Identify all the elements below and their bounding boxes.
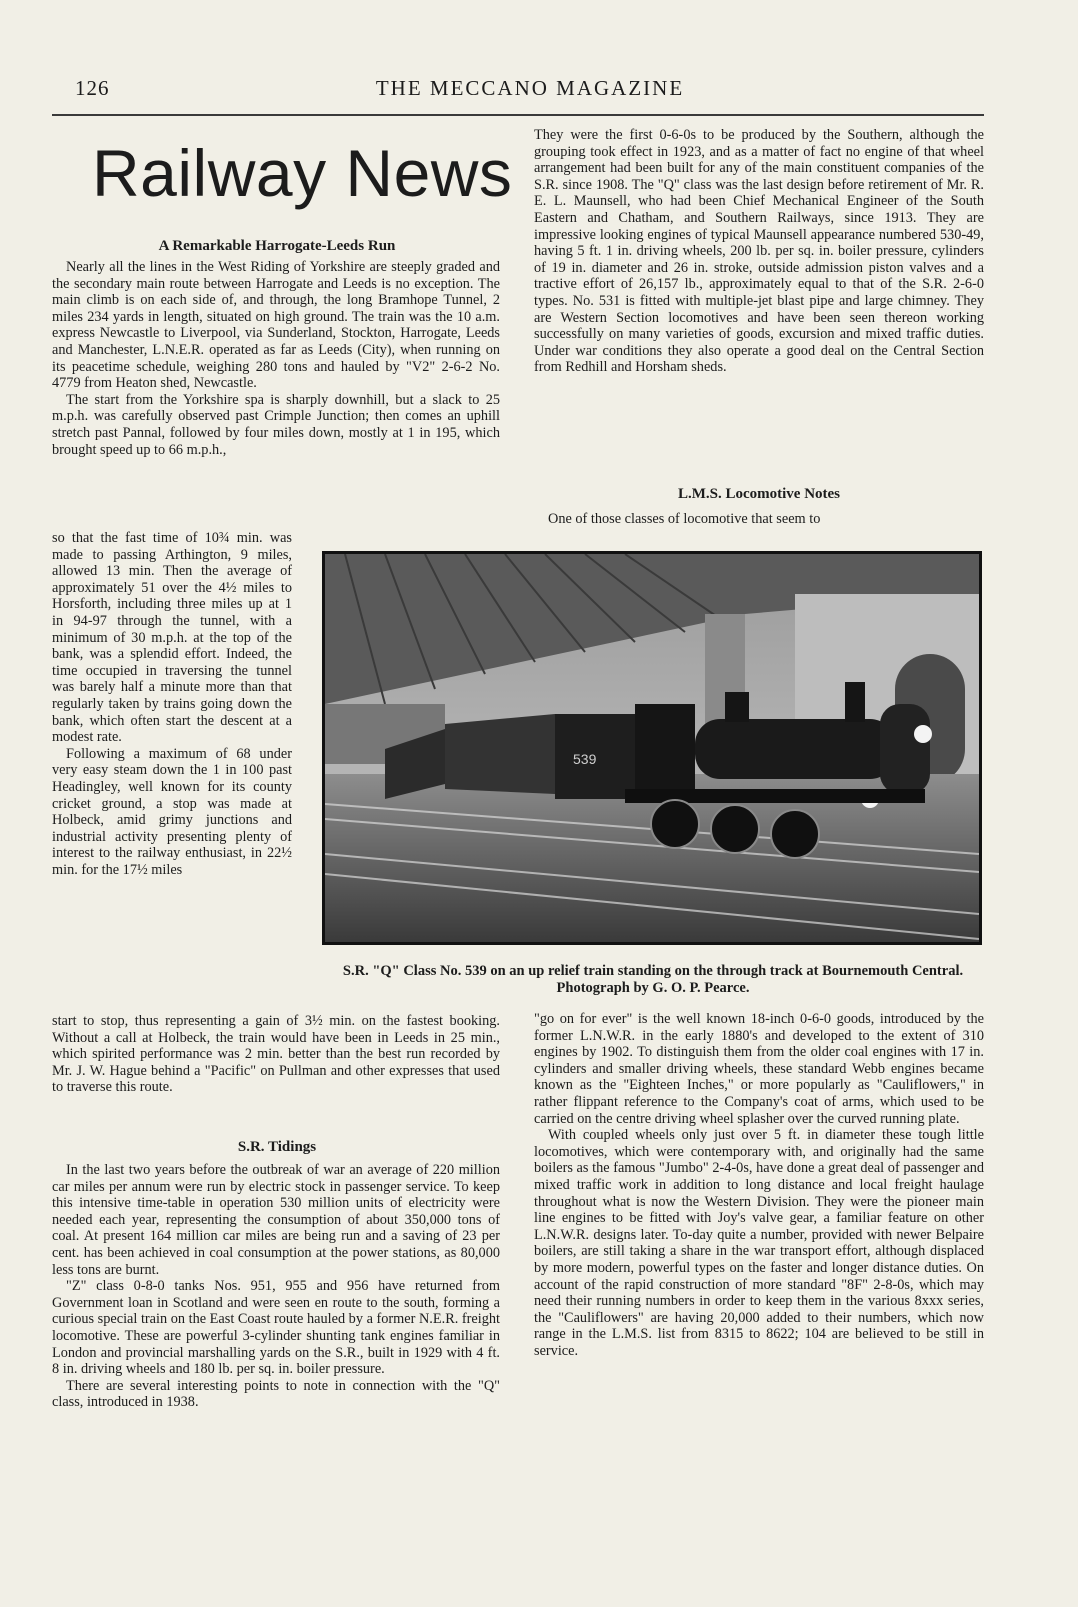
harrogate-text-end	[52, 1013, 500, 1096]
lms-text	[534, 1011, 984, 1359]
cab-number: 539	[573, 751, 597, 767]
header-rule	[52, 114, 984, 116]
lms-paragraph-2: With coupled wheels only just over 5 ft. in diameter these tough little locomotives, which were contemporary with, and originally had the same boilers as the famous "Jumbo" 2-4-0s, have done a great deal of passenger and mixed traffic work in addition to long distance and local freight haulage throughout what is now the Western Division. They were the pioneer main line engines to be fitted with Joy's valve gear, a familiar feature on other L.N.W.R. designs later. To-day quite a number, provided with newer Belpaire boilers, are still taking a share in the war transport effort, although displaced by more modern, powerful types on the faster and longer distance duties. On account of the rapid construction of more standard "8F" 2-8-0s, which may need their running numbers in order to keep them in the various 8xxx series, the "Cauliflowers" are having 20,000 added to their numbers, which now range in the L.M.S. list from 8315 to 8622; 104 are believed to be still in service.	[534, 1127, 984, 1359]
section-heading-harrogate: A Remarkable Harrogate-Leeds Run	[158, 238, 396, 254]
section-heading-sr-tidings: S.R. Tidings	[237, 1139, 317, 1155]
harrogate-paragraph-3-cont: start to stop, thus representing a gain of 3½ min. on the fastest booking. Without a call at Holbeck, the train would have been in Leeds in 25 min., which spirited performance was 2 min. better than the best run recorded by Mr. J. W. Hague behind a "Pacific" on Pullman and other expresses that used to traverse this route.	[52, 1013, 500, 1096]
magazine-title: THE MECCANO MAGAZINE	[375, 76, 685, 100]
lms-paragraph-1: "go on for ever" is the well known 18-inch 0-6-0 goods, introduced by the former L.N.W.R. in the early 1880's and developed to the extent of 310 engines by 1902. To distinguish them from the older coal engines with 17 in. cylinders and smaller driving wheels, these standard Webb engines became known as the "Eighteen Inches," or more popularly as "Cauliflowers," in rather flippant reference to the Company's coat of arms, which used to be carried on the centre driving wheel splasher over the curved running plate.	[534, 1011, 984, 1127]
photo-caption: S.R. "Q" Class No. 539 on an up relief train standing on the through track at Bournemouth Central. Photograph by G. O. P. Pearce.	[342, 963, 964, 996]
locomotive-photo	[322, 551, 982, 945]
harrogate-text-narrow	[52, 530, 292, 878]
sr-paragraph-3: There are several interesting points to note in connection with the "Q" class, introduced in 1938.	[52, 1377, 500, 1411]
lms-text-intro	[534, 511, 984, 528]
lms-paragraph-1-start: One of those classes of locomotive that seem to	[548, 511, 821, 527]
page-header	[75, 76, 985, 106]
sr-paragraph-2: "Z" class 0-8-0 tanks Nos. 951, 955 and 956 have returned from Government loan in Scotland and were seen en route to the south, forming a curious special train on the East Coast route hauled by a former N.E.R. freight locomotive. These are powerful 3-cylinder shunting tank engines familiar in London and provincial marshalling yards on the S.R., built in 1929 with 4 ft. 8 in. driving wheels and 180 lb. per sq. in. boiler pressure.	[52, 1278, 500, 1378]
harrogate-paragraph-3: Following a maximum of 68 under very easy steam down the 1 in 100 past Headingley, well known for its county cricket ground, a stop was made at Holbeck, amid grimy junctions and industrial activity presenting plenty of interest to the railway enthusiast, in 22½ min. for the 17½ miles	[52, 745, 292, 878]
sr-tidings-text-continued	[534, 127, 984, 376]
sr-paragraph-1: In the last two years before the outbreak of war an average of 220 million car miles per annum were run by electric stock in passenger service. To keep this intensive time-table in operation 530 million units of electricity were needed each year, representing the consumption of about 350,000 tons of coal. At present 164 million car miles are being run and a saving of 23 per cent. has been achieved in coal consumption at the power stations, as 80,000 less tons are burnt.	[52, 1162, 500, 1278]
harrogate-paragraph-2-cont: so that the fast time of 10¾ min. was made to passing Arthington, 9 miles, allowed 13 min. Then the average of approximately 51 over the 4½ miles to Horsforth, including three miles up at 1 in 94-97 through the tunnel, with a minimum of 30 m.p.h. at the top of the bank, was a splendid effort. Indeed, the time occupied in traversing the tunnel was barely half a minute more than that regularly taken by trains going down the bank, which often start the descent at a modest rate.	[52, 530, 292, 746]
photo-illustration	[325, 554, 979, 942]
page-number: 126	[75, 76, 110, 100]
sr-paragraph-4: They were the first 0-6-0s to be produced by the Southern, although the grouping took effect in 1923, and as a matter of fact no engine of that wheel arrangement had been built for any of the main constituent companies of the S.R. since 1908. The "Q" class was the last design before retirement of Mr. R. E. L. Maunsell, who had been Chief Mechanical Engineer of the South Eastern and Chatham, and Southern Railways, since 1913. They are impressive looking engines of typical Maunsell appearance numbered 530-49, having 5 ft. 1 in. driving wheels, 200 lb. per sq. in. boiler pressure, cylinders of 19 in. diameter and 26 in. stroke, outside admission piston valves and a tractive effort of 26,157 lb., approximately equal to that of the S.R. 2-6-0 types. No. 531 is fitted with multiple-jet blast pipe and large chimney. They are Western Section locomotives and have been seen thereon working successfully on many varieties of goods, excursion and mixed traffic duties. Under war conditions they also operate a good deal on the Central Section from Redhill and Horsham sheds.	[534, 127, 984, 376]
harrogate-paragraph-2: The start from the Yorkshire spa is sharply downhill, but a slack to 25 m.p.h. was carefully observed past Crimple Junction; then comes an uphill stretch past Pannal, followed by four miles down, mostly at 1 in 195, which brought speed up to 66 m.p.h.,	[52, 391, 500, 458]
harrogate-text-full-width	[52, 259, 500, 458]
sr-tidings-text	[52, 1162, 500, 1411]
section-heading-lms: L.M.S. Locomotive Notes	[677, 486, 841, 502]
article-title: Railway News	[92, 136, 513, 210]
harrogate-paragraph-1: Nearly all the lines in the West Riding of Yorkshire are steeply graded and the secondary main route between Harrogate and Leeds is no exception. The main climb is on each side of, and through, the long Bramhope Tunnel, 2 miles 234 yards in length, situated on high ground. The train was the 10 a.m. express Newcastle to Liverpool, via Sunderland, Stockton, Harrogate, Leeds and Manchester, L.N.E.R. operated as far as Leeds (City), when running on its peacetime schedule, weighing 280 tons and hauled by "V2" 2-6-2 No. 4779 from Heaton shed, Newcastle.	[52, 259, 500, 392]
